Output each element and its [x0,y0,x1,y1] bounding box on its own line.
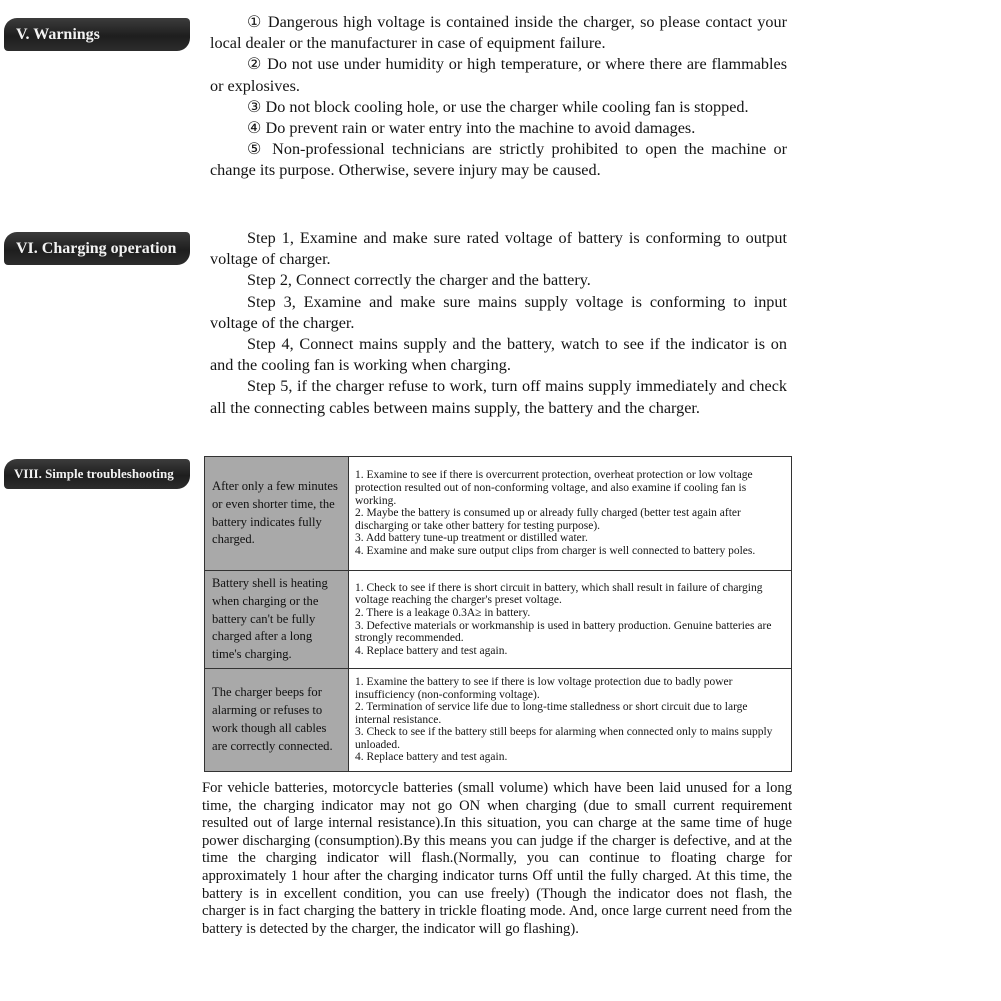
symptom-cell: The charger beeps for alarming or refuses to work though all cables are correctly connected. [205,669,349,772]
solution-item: 2. Termination of service life due to long-time stalledness or short circuit due to large internal resistance. [355,701,748,726]
solution-item: 1. Examine to see if there is overcurrent protection, overheat protection or low voltage protection resulted out of non-conforming voltage, and also examine if cooling fan is working. [355,469,753,507]
solution-cell [349,457,792,571]
charging-step-2: Step 2, Connect correctly the charger and the battery. [247,271,591,290]
charging-step-3: Step 3, Examine and make sure mains supply voltage is conforming to input voltage of the charger. [210,292,787,332]
solution-item: 3. Add battery tune-up treatment or distilled water. [355,532,588,545]
warning-item-4: ④ Do prevent rain or water entry into the machine to avoid damages. [247,119,696,138]
section-heading-warnings: V. Warnings [4,18,190,51]
warning-item-3: ③ Do not block cooling hole, or use the charger while cooling fan is stopped. [247,97,749,116]
troubleshooting-note: For vehicle batteries, motorcycle batteries (small volume) which have been laid unused for a long time, the charging indicator may not go ON when charging (due to small current requirement resulted out of large internal resistance).In this situation, you can charge at the same time of huge power discharging (consumption).By this means you can judge if the charger is defective, and at the time the charging indicator will flash.(Normally, you can continue to floating charge for approximately 1 hour after the charging indicator turns Off until the fully charged. At this time, the battery is in excellent condition, you can use freely) (Though the indicator does not flash, the charger is in fact charging the battery in trickle floating mode. And, once large current need from the battery is detected by the charger, the indicator will go flashing). [202,780,792,937]
solution-item: 1. Check to see if there is short circuit in battery, which shall result in failure of charging voltage reaching the charger's preset voltage. [355,581,763,607]
warning-item-2: ② Do not use under humidity or high temperature, or where there are flammables or explosives. [210,55,787,95]
warning-item-1: ① Dangerous high voltage is contained inside the charger, so please contact your local dealer or the manufacturer in case of equipment failure. [210,13,787,53]
solution-item: 4. Examine and make sure output clips from charger is well connected to battery poles. [355,544,756,557]
symptom-cell: Battery shell is heating when charging or the battery can't be fully charged after a long time's charging. [205,571,349,669]
charging-step-1: Step 1, Examine and make sure rated voltage of battery is conforming to output voltage of charger. [210,229,787,269]
troubleshooting-table [204,456,792,772]
charging-step-4: Step 4, Connect mains supply and the battery, watch to see if the indicator is on and the cooling fan is working when charging. [210,335,787,375]
charging-step-5: Step 5, if the charger refuse to work, turn off mains supply immediately and check all the connecting cables between mains supply, the battery and the charger. [210,377,787,417]
solution-item: 2. There is a leakage 0.3A≥ in battery. [355,606,531,619]
solution-cell [349,571,792,669]
symptom-cell: After only a few minutes or even shorter time, the battery indicates fully charged. [205,457,349,571]
solution-item: 4. Replace battery and test again. [355,644,508,657]
solution-item: 1. Examine the battery to see if there is low voltage protection due to badly power insufficiency (non-conforming voltage). [355,675,733,701]
table-row [205,571,792,669]
table-row [205,457,792,571]
table-row [205,669,792,772]
warning-item-5: ⑤ Non-professional technicians are strictly prohibited to open the machine or change its purpose. Otherwise, severe injury may be caused. [210,140,787,180]
solution-item: 2. Maybe the battery is consumed up or already fully charged (better test again after discharging or take other battery for testing purpose). [355,507,741,532]
charging-section [210,228,787,419]
warnings-section [210,12,787,182]
section-heading-troubleshooting: VIII. Simple troubleshooting [4,459,190,489]
solution-item: 4. Replace battery and test again. [355,751,508,764]
solution-item: 3. Defective materials or workmanship is used in battery production. Genuine batteries are strongly recommended. [355,619,772,645]
solution-item: 3. Check to see if the battery still beeps for alarming when connected only to mains supply unloaded. [355,726,773,751]
solution-cell [349,669,792,772]
section-heading-charging: VI. Charging operation [4,232,190,265]
